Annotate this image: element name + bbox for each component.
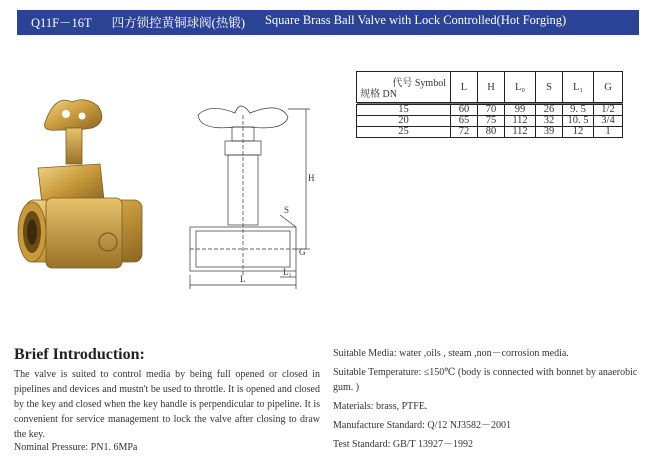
dim-L: L	[240, 274, 246, 284]
table-row	[357, 105, 623, 116]
col-header: H	[478, 72, 505, 103]
cell-dn: 15	[357, 105, 451, 116]
cell: 112	[505, 127, 536, 138]
valve-photo	[8, 92, 158, 292]
brief-body: The valve is suited to control media by being full opened or closed in pipelines and devices and mustn't be used to throttle. It is opened and closed by the key and closed when the key handle is perpendicular to pipeline. It is convenient for service management to lock the valve after closing to draw the key.	[14, 369, 320, 440]
dim-G: G	[299, 247, 306, 257]
cell: 99	[505, 105, 536, 116]
col-header: S	[536, 72, 563, 103]
col-header: L	[451, 72, 478, 103]
cell: 60	[451, 105, 478, 116]
technical-drawing	[180, 95, 330, 295]
cell: 75	[478, 116, 505, 127]
test-standard: Test Standard: GB/T 13927－1992	[333, 439, 473, 450]
cell: 12	[563, 127, 594, 138]
title-bar	[17, 10, 639, 35]
manufacture-standard: Manufacture Standard: Q/12 NJ3582－2001	[333, 420, 512, 431]
cell: 39	[536, 127, 563, 138]
table-row	[357, 116, 623, 127]
cell: 1/2	[594, 105, 623, 116]
cell: 72	[451, 127, 478, 138]
corner-symbol: 代号 Symbol	[392, 78, 446, 89]
cell: 1	[594, 127, 623, 138]
specifications	[333, 346, 638, 456]
model-code: Q11F－16T	[31, 16, 92, 30]
title-chinese: 四方锁控黄铜球阀(热锻)	[111, 16, 245, 30]
brief-introduction	[14, 346, 320, 453]
cell: 9. 5	[563, 105, 594, 116]
dim-H: H	[308, 173, 315, 183]
corner-dn: 规格 DN	[360, 89, 397, 100]
cell: 10. 5	[563, 116, 594, 127]
materials: Materials: brass, PTFE.	[333, 401, 428, 412]
cell-dn: 25	[357, 127, 451, 138]
title-english: Square Brass Ball Valve with Lock Controlled(Hot Forging)	[264, 13, 567, 27]
dim-S: S	[284, 205, 290, 215]
cell: 65	[451, 116, 478, 127]
col-header: G	[594, 72, 623, 103]
nominal-pressure: Nominal Pressure: PN1. 6MPa	[14, 442, 138, 453]
cell: 112	[505, 116, 536, 127]
cell: 26	[536, 105, 563, 116]
dim-L1: L₁	[283, 267, 292, 277]
cell-dn: 20	[357, 116, 451, 127]
cell: 32	[536, 116, 563, 127]
col-header: L₀	[505, 72, 536, 103]
cell: 3/4	[594, 116, 623, 127]
suitable-media: Suitable Media: water ,oils , steam ,non－corrosion media.	[333, 348, 569, 359]
brief-title: Brief Introduction:	[14, 346, 145, 363]
cell: 80	[478, 127, 505, 138]
suitable-temperature: Suitable Temperature: ≤150℃ (body is connected with bonnet by anaerobic gum. )	[333, 367, 638, 393]
table-row	[357, 127, 623, 138]
col-header: L₁	[563, 72, 594, 103]
table-corner-header	[357, 72, 451, 103]
spec-table	[356, 71, 623, 138]
cell: 70	[478, 105, 505, 116]
